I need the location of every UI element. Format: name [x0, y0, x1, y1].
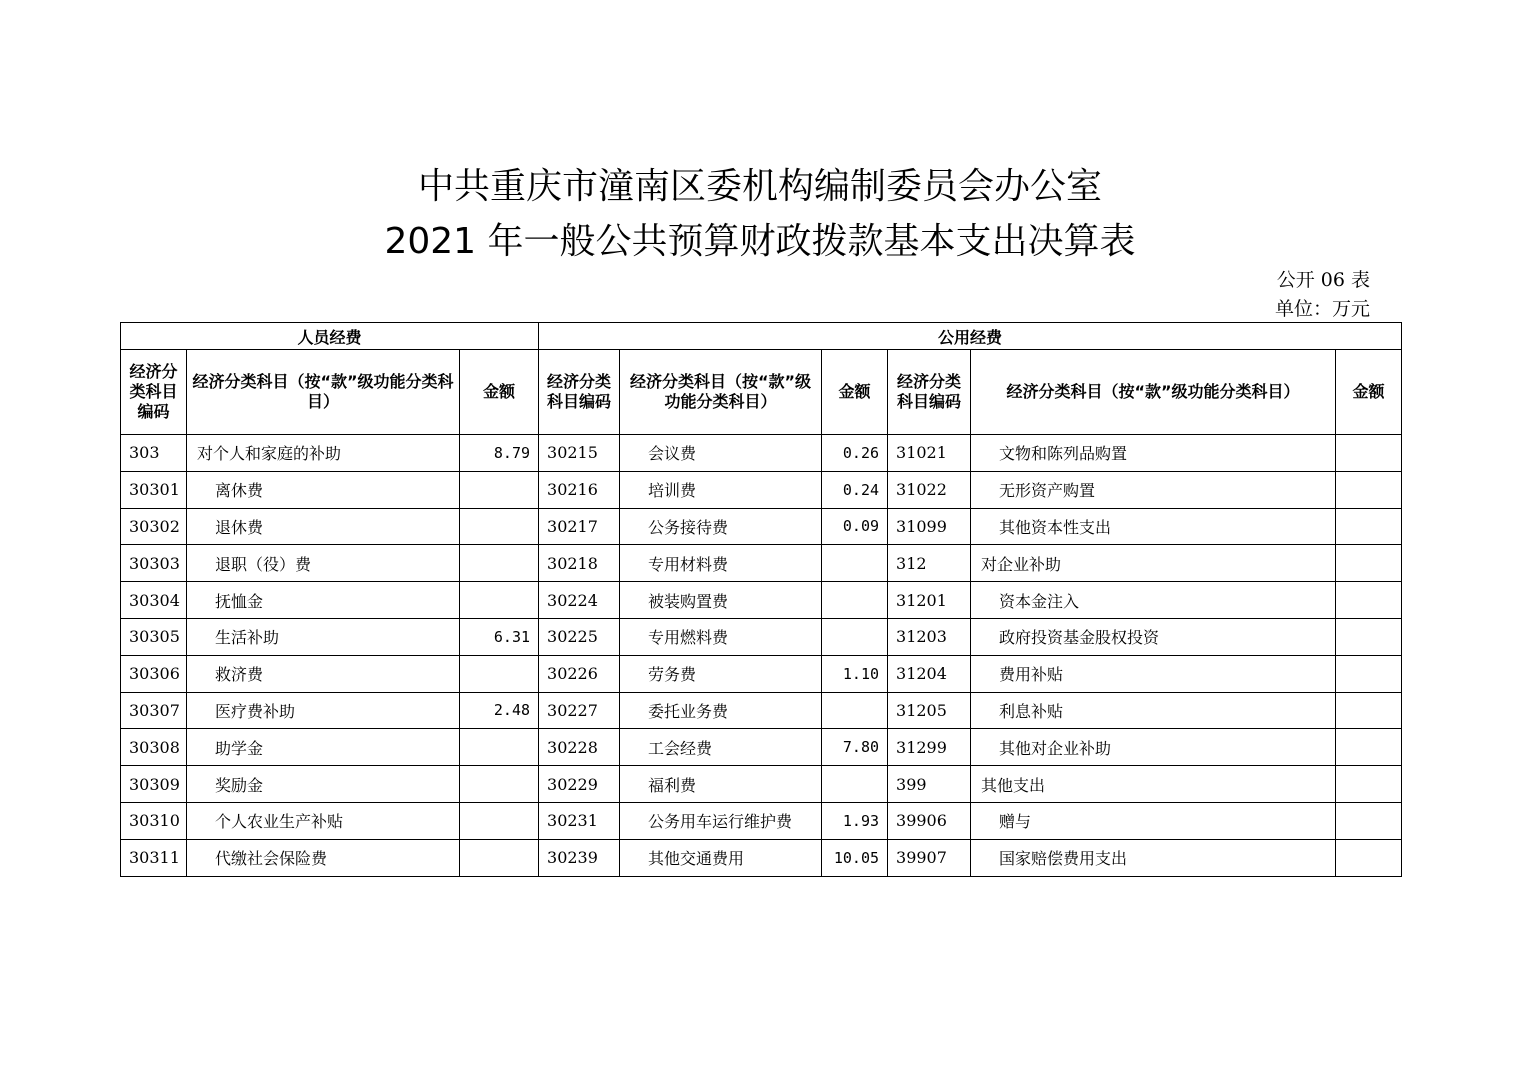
cell-code: 30217 — [539, 508, 620, 545]
cell-code: 31204 — [888, 655, 971, 692]
cell-amount: 0.24 — [822, 471, 888, 508]
cell-item-name: 福利费 — [620, 766, 822, 803]
cell-item-name: 无形资产购置 — [971, 471, 1336, 508]
cell-item-name: 其他交通费用 — [620, 839, 822, 876]
cell-code: 30311 — [121, 839, 187, 876]
cell-code: 31299 — [888, 729, 971, 766]
col-header-name: 经济分类科目（按“款”级功能分类科目） — [620, 350, 822, 435]
cell-item-name: 工会经费 — [620, 729, 822, 766]
table-row — [121, 839, 1402, 876]
cell-item-name: 赠与 — [971, 802, 1336, 839]
cell-amount — [1336, 471, 1402, 508]
cell-amount — [822, 766, 888, 803]
cell-amount — [1336, 435, 1402, 472]
cell-amount: 0.09 — [822, 508, 888, 545]
group-header-personnel: 人员经费 — [121, 323, 539, 350]
col-header-code: 经济分类科目编码 — [888, 350, 971, 435]
cell-item-name: 医疗费补助 — [187, 692, 460, 729]
cell-code: 30303 — [121, 545, 187, 582]
cell-amount — [1336, 582, 1402, 619]
cell-amount: 2.48 — [460, 692, 539, 729]
cell-item-name: 国家赔偿费用支出 — [971, 839, 1336, 876]
cell-code: 31022 — [888, 471, 971, 508]
cell-item-name: 对个人和家庭的补助 — [187, 435, 460, 472]
table-row — [121, 435, 1402, 472]
cell-amount — [1336, 766, 1402, 803]
cell-code: 30307 — [121, 692, 187, 729]
table-row — [121, 692, 1402, 729]
cell-amount — [1336, 802, 1402, 839]
cell-item-name: 培训费 — [620, 471, 822, 508]
cell-amount — [460, 655, 539, 692]
cell-item-name: 费用补贴 — [971, 655, 1336, 692]
cell-code: 30224 — [539, 582, 620, 619]
cell-item-name: 公务用车运行维护费 — [620, 802, 822, 839]
cell-code: 30216 — [539, 471, 620, 508]
unit-label: 单位：万元 — [1274, 298, 1370, 320]
table-row — [121, 766, 1402, 803]
cell-amount — [1336, 508, 1402, 545]
cell-item-name: 助学金 — [187, 729, 460, 766]
cell-item-name: 劳务费 — [620, 655, 822, 692]
table-row — [121, 618, 1402, 655]
group-header-public: 公用经费 — [539, 323, 1402, 350]
cell-item-name: 专用燃料费 — [620, 618, 822, 655]
cell-code: 399 — [888, 766, 971, 803]
cell-code: 30228 — [539, 729, 620, 766]
cell-item-name: 专用材料费 — [620, 545, 822, 582]
expenditure-table — [120, 322, 1402, 877]
cell-amount: 1.93 — [822, 802, 888, 839]
cell-code: 39906 — [888, 802, 971, 839]
col-header-amount: 金额 — [460, 350, 539, 435]
cell-amount: 10.05 — [822, 839, 888, 876]
cell-code: 30215 — [539, 435, 620, 472]
cell-item-name: 委托业务费 — [620, 692, 822, 729]
cell-amount — [1336, 655, 1402, 692]
cell-amount — [822, 582, 888, 619]
cell-code: 30308 — [121, 729, 187, 766]
cell-item-name: 奖励金 — [187, 766, 460, 803]
cell-amount — [822, 618, 888, 655]
cell-code: 30226 — [539, 655, 620, 692]
cell-item-name: 生活补助 — [187, 618, 460, 655]
cell-amount — [1336, 839, 1402, 876]
cell-amount — [822, 545, 888, 582]
page-title-line1: 中共重庆市潼南区委机构编制委员会办公室 — [417, 166, 1102, 207]
cell-code: 31099 — [888, 508, 971, 545]
cell-amount — [460, 766, 539, 803]
col-header-amount: 金额 — [822, 350, 888, 435]
cell-code: 31021 — [888, 435, 971, 472]
cell-code: 31205 — [888, 692, 971, 729]
table-row — [121, 802, 1402, 839]
cell-code: 30301 — [121, 471, 187, 508]
page-title-line2: 2021 年一般公共预算财政拨款基本支出决算表 — [384, 221, 1136, 262]
cell-item-name: 政府投资基金股权投资 — [971, 618, 1336, 655]
cell-amount: 1.10 — [822, 655, 888, 692]
cell-amount — [460, 582, 539, 619]
cell-code: 31201 — [888, 582, 971, 619]
cell-item-name: 对企业补助 — [971, 545, 1336, 582]
col-header-amount: 金额 — [1336, 350, 1402, 435]
cell-code: 30310 — [121, 802, 187, 839]
cell-code: 30305 — [121, 618, 187, 655]
cell-amount: 0.26 — [822, 435, 888, 472]
table-number: 公开 06 表 — [1276, 269, 1370, 291]
cell-amount — [460, 508, 539, 545]
col-header-code: 经济分类科目编码 — [539, 350, 620, 435]
cell-amount — [1336, 618, 1402, 655]
table-row — [121, 545, 1402, 582]
cell-code: 312 — [888, 545, 971, 582]
cell-item-name: 离休费 — [187, 471, 460, 508]
cell-item-name: 退休费 — [187, 508, 460, 545]
cell-code: 39907 — [888, 839, 971, 876]
cell-amount: 8.79 — [460, 435, 539, 472]
cell-item-name: 其他对企业补助 — [971, 729, 1336, 766]
cell-amount: 7.80 — [822, 729, 888, 766]
cell-item-name: 会议费 — [620, 435, 822, 472]
cell-item-name: 资本金注入 — [971, 582, 1336, 619]
table-row — [121, 508, 1402, 545]
cell-amount — [822, 692, 888, 729]
cell-amount — [460, 802, 539, 839]
cell-amount — [460, 839, 539, 876]
cell-code: 30239 — [539, 839, 620, 876]
cell-code: 30231 — [539, 802, 620, 839]
cell-code: 30304 — [121, 582, 187, 619]
table-row — [121, 471, 1402, 508]
col-header-name: 经济分类科目（按“款”级功能分类科目） — [971, 350, 1336, 435]
cell-item-name: 救济费 — [187, 655, 460, 692]
table-row — [121, 582, 1402, 619]
table-row — [121, 729, 1402, 766]
cell-item-name: 退职（役）费 — [187, 545, 460, 582]
cell-item-name: 其他支出 — [971, 766, 1336, 803]
table-row — [121, 655, 1402, 692]
cell-item-name: 被装购置费 — [620, 582, 822, 619]
cell-amount: 6.31 — [460, 618, 539, 655]
cell-item-name: 个人农业生产补贴 — [187, 802, 460, 839]
cell-item-name: 利息补贴 — [971, 692, 1336, 729]
cell-item-name: 代缴社会保险费 — [187, 839, 460, 876]
col-header-name: 经济分类科目（按“款”级功能分类科目） — [187, 350, 460, 435]
cell-item-name: 公务接待费 — [620, 508, 822, 545]
cell-code: 30227 — [539, 692, 620, 729]
cell-amount — [460, 471, 539, 508]
cell-code: 30309 — [121, 766, 187, 803]
cell-amount — [1336, 692, 1402, 729]
cell-item-name: 文物和陈列品购置 — [971, 435, 1336, 472]
cell-amount — [460, 729, 539, 766]
cell-code: 30229 — [539, 766, 620, 803]
cell-code: 30306 — [121, 655, 187, 692]
cell-amount — [1336, 729, 1402, 766]
col-header-code: 经济分类科目编码 — [121, 350, 187, 435]
cell-code: 30302 — [121, 508, 187, 545]
cell-code: 30218 — [539, 545, 620, 582]
cell-code: 31203 — [888, 618, 971, 655]
cell-amount — [1336, 545, 1402, 582]
cell-code: 303 — [121, 435, 187, 472]
cell-item-name: 抚恤金 — [187, 582, 460, 619]
cell-item-name: 其他资本性支出 — [971, 508, 1336, 545]
cell-amount — [460, 545, 539, 582]
cell-code: 30225 — [539, 618, 620, 655]
